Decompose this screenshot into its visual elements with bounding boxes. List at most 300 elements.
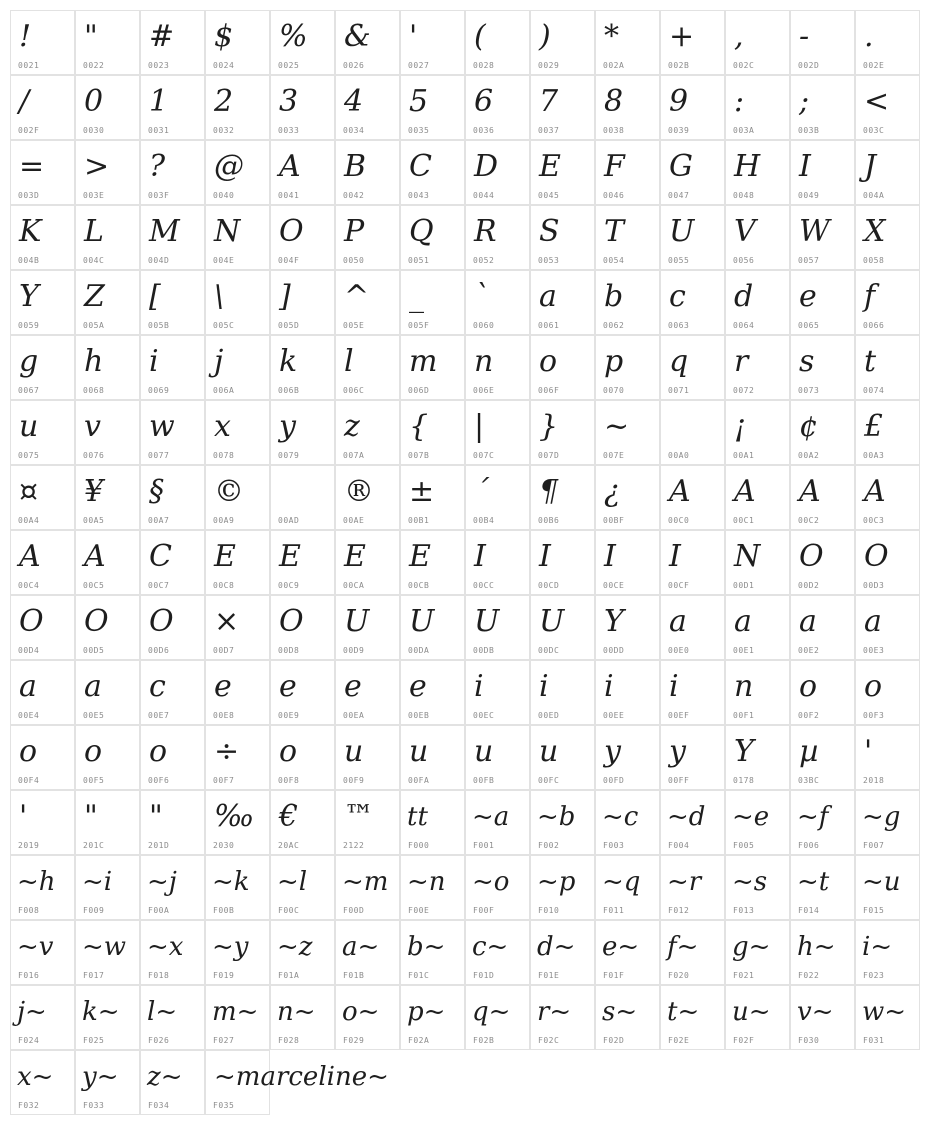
glyph-cell [530,205,595,270]
codepoint-label: 00F1 [733,711,755,720]
codepoint-label: 0032 [213,126,235,135]
glyph-cell [205,790,270,855]
glyph-sample: ~m [342,867,389,897]
glyph-cell [725,660,790,725]
glyph-sample: ® [344,474,374,509]
glyph-cell [400,400,465,465]
codepoint-label: 0067 [18,386,40,395]
codepoint-label: F014 [798,906,820,915]
glyph-cell [335,855,400,920]
codepoint-label: 0039 [668,126,690,135]
codepoint-label: F009 [83,906,105,915]
codepoint-label: 0051 [408,256,430,265]
glyph-cell [465,140,530,205]
codepoint-label: 0037 [538,126,560,135]
glyph-cell [790,855,855,920]
codepoint-label: 00C7 [148,581,170,590]
glyph-cell [855,75,920,140]
glyph-sample: \ [214,279,225,314]
codepoint-label: 00F7 [213,776,235,785]
glyph-sample: n [474,344,494,379]
codepoint-label: 005D [278,321,300,330]
codepoint-label: F006 [798,841,820,850]
glyph-sample: U [669,214,695,249]
codepoint-label: 006F [538,386,560,395]
glyph-sample: o [279,734,298,769]
glyph-cell [10,725,75,790]
glyph-cell [790,920,855,985]
codepoint-label: 00D3 [863,581,885,590]
codepoint-label: 00F8 [278,776,300,785]
codepoint-label: 00B1 [408,516,430,525]
glyph-cell [140,920,205,985]
codepoint-label: F02C [538,1036,560,1045]
glyph-sample: x [214,409,231,444]
glyph-sample: c [149,669,166,704]
glyph-sample: µ [799,734,819,769]
codepoint-label: 0061 [538,321,560,330]
glyph-sample: # [149,19,175,54]
glyph-cell [660,270,725,335]
glyph-cell [530,920,595,985]
codepoint-label: 03BC [798,776,820,785]
glyph-sample: a [734,604,752,639]
glyph-cell [140,790,205,855]
glyph-cell [10,270,75,335]
glyph-sample: ~l [277,867,308,897]
glyph-cell [855,465,920,530]
codepoint-label: 00DB [473,646,495,655]
codepoint-label: 004A [863,191,885,200]
glyph-sample: p [604,344,624,379]
codepoint-label: 00FB [473,776,495,785]
codepoint-label: F028 [278,1036,300,1045]
codepoint-label: 0047 [668,191,690,200]
glyph-cell [530,855,595,920]
codepoint-label: 005E [343,321,365,330]
glyph-cell [205,920,270,985]
glyph-cell [270,985,335,1050]
glyph-sample: ™ [344,799,374,834]
glyph-sample: u [539,734,559,769]
glyph-cell [465,595,530,660]
glyph-cell [205,660,270,725]
codepoint-label: 0045 [538,191,560,200]
glyph-cell [595,270,660,335]
glyph-cell [660,595,725,660]
codepoint-label: 003D [18,191,40,200]
glyph-sample: | [474,409,485,444]
codepoint-label: 00C4 [18,581,40,590]
codepoint-label: 002F [18,126,40,135]
glyph-sample: u [474,734,494,769]
glyph-cell [855,335,920,400]
glyph-cell [855,595,920,660]
glyph-cell [660,400,725,465]
glyph-sample: a [669,604,687,639]
glyph-sample: d~ [537,932,576,962]
codepoint-label: 006C [343,386,365,395]
codepoint-label: 0079 [278,451,300,460]
glyph-cell [660,530,725,595]
codepoint-label: F02E [668,1036,690,1045]
glyph-cell [530,10,595,75]
glyph-cell [660,335,725,400]
glyph-cell [140,1050,205,1115]
codepoint-label: 0023 [148,61,170,70]
glyph-cell [660,855,725,920]
glyph-sample: a [799,604,817,639]
codepoint-label: 0076 [83,451,105,460]
glyph-sample: I [539,539,551,574]
glyph-sample: v [84,409,101,444]
glyph-cell [790,400,855,465]
glyph-cell [855,10,920,75]
codepoint-label: F016 [18,971,40,980]
glyph-sample: Y [604,604,624,639]
codepoint-label: 2018 [863,776,885,785]
codepoint-label: 0077 [148,451,170,460]
codepoint-label: F001 [473,841,495,850]
glyph-sample: ¢ [799,409,819,444]
glyph-sample: D [474,149,499,184]
glyph-cell [660,985,725,1050]
glyph-sample: o [149,734,168,769]
codepoint-label: F00E [408,906,430,915]
glyph-cell [335,790,400,855]
glyph-sample: e [279,669,297,704]
glyph-cell [725,725,790,790]
codepoint-label: 0178 [733,776,755,785]
codepoint-label: 00E0 [668,646,690,655]
glyph-sample: t [864,344,877,379]
glyph-sample: j [214,344,224,379]
glyph-cell [205,1050,389,1115]
glyph-cell [595,920,660,985]
glyph-cell [75,400,140,465]
glyph-cell [855,140,920,205]
codepoint-label: 00C8 [213,581,235,590]
glyph-sample: d [734,279,754,314]
glyph-cell [660,920,725,985]
glyph-cell [10,75,75,140]
glyph-sample: ~n [407,867,446,897]
codepoint-label: 004D [148,256,170,265]
glyph-cell [10,855,75,920]
codepoint-label: 0050 [343,256,365,265]
glyph-sample: s [799,344,815,379]
codepoint-label: 0035 [408,126,430,135]
codepoint-label: 00C2 [798,516,820,525]
glyph-sample: / [19,84,30,119]
codepoint-label: 0024 [213,61,235,70]
glyph-sample: X [864,214,886,249]
glyph-sample: Y [734,734,754,769]
codepoint-label: 00D8 [278,646,300,655]
glyph-cell [725,400,790,465]
glyph-sample: B [344,149,367,184]
codepoint-label: 00E1 [733,646,755,655]
codepoint-label: 0058 [863,256,885,265]
glyph-cell [465,335,530,400]
codepoint-label: 00CC [473,581,495,590]
glyph-cell [595,725,660,790]
glyph-sample: s~ [602,997,638,1027]
glyph-cell [400,335,465,400]
codepoint-label: 00D2 [798,581,820,590]
codepoint-label: F026 [148,1036,170,1045]
codepoint-label: 00E9 [278,711,300,720]
codepoint-label: F004 [668,841,690,850]
glyph-grid [10,10,920,1115]
glyph-cell [140,75,205,140]
codepoint-label: 2019 [18,841,40,850]
glyph-cell [205,205,270,270]
glyph-cell [75,855,140,920]
glyph-sample: E [409,539,431,574]
glyph-sample: g [19,344,39,379]
codepoint-label: 00E3 [863,646,885,655]
codepoint-label: 0036 [473,126,495,135]
codepoint-label: 00C3 [863,516,885,525]
glyph-sample: 0 [84,84,104,119]
glyph-cell [140,400,205,465]
codepoint-label: 0038 [603,126,625,135]
glyph-sample: 5 [409,84,429,119]
glyph-sample: ~s [732,867,768,897]
glyph-sample: A [734,474,756,509]
glyph-cell [335,985,400,1050]
glyph-cell [400,75,465,140]
codepoint-label: 007A [343,451,365,460]
codepoint-label: 0055 [668,256,690,265]
glyph-cell [595,465,660,530]
glyph-cell [400,530,465,595]
glyph-cell [335,205,400,270]
codepoint-label: F013 [733,906,755,915]
codepoint-label: 0053 [538,256,560,265]
glyph-sample: a [864,604,882,639]
codepoint-label: F00C [278,906,300,915]
glyph-cell [790,985,855,1050]
glyph-sample: i [149,344,159,379]
codepoint-label: F018 [148,971,170,980]
codepoint-label: 0048 [733,191,755,200]
glyph-sample: % [279,19,308,54]
codepoint-label: 0025 [278,61,300,70]
codepoint-label: 00C5 [83,581,105,590]
codepoint-label: F034 [148,1101,170,1110]
glyph-cell [790,205,855,270]
glyph-sample: I [604,539,616,574]
glyph-cell [205,270,270,335]
glyph-sample: e [409,669,427,704]
codepoint-label: 00C1 [733,516,755,525]
glyph-sample: A [799,474,821,509]
glyph-sample: ! [19,19,32,54]
glyph-cell [790,790,855,855]
codepoint-label: 0064 [733,321,755,330]
glyph-cell [75,75,140,140]
codepoint-label: 0066 [863,321,885,330]
glyph-cell [400,725,465,790]
codepoint-label: 0026 [343,61,365,70]
glyph-sample: a [539,279,557,314]
codepoint-label: 00A2 [798,451,820,460]
glyph-sample: ' [409,19,418,54]
glyph-cell [75,335,140,400]
codepoint-label: 0041 [278,191,300,200]
codepoint-label: 00AD [278,516,300,525]
glyph-cell [465,75,530,140]
glyph-sample: y [669,734,686,769]
codepoint-label: 00FD [603,776,625,785]
codepoint-label: 00EE [603,711,625,720]
glyph-sample: e [799,279,817,314]
glyph-cell [465,530,530,595]
glyph-cell [530,270,595,335]
glyph-sample: { [409,409,429,444]
glyph-sample: ~v [17,932,54,962]
glyph-sample: ~t [797,867,830,897]
glyph-cell [595,595,660,660]
glyph-cell [855,530,920,595]
glyph-cell [335,660,400,725]
codepoint-label: 00F5 [83,776,105,785]
codepoint-label: 004E [213,256,235,265]
glyph-sample: O [19,604,44,639]
codepoint-label: 00A4 [18,516,40,525]
glyph-cell [400,920,465,985]
glyph-sample: ~p [537,867,576,897]
glyph-cell [725,465,790,530]
glyph-sample: r [734,344,749,379]
codepoint-label: F012 [668,906,690,915]
glyph-sample: E [214,539,236,574]
codepoint-label: 00EF [668,711,690,720]
codepoint-label: 2122 [343,841,365,850]
glyph-cell [140,725,205,790]
glyph-cell [530,660,595,725]
glyph-sample: V [734,214,756,249]
codepoint-label: 005C [213,321,235,330]
glyph-cell [725,335,790,400]
codepoint-label: 00A1 [733,451,755,460]
codepoint-label: F02F [733,1036,755,1045]
glyph-sample: ^ [344,279,370,314]
glyph-sample: ~e [732,802,770,832]
glyph-sample: U [344,604,370,639]
glyph-cell [530,790,595,855]
glyph-sample: ; [799,84,810,119]
glyph-sample: ´ [474,474,489,509]
glyph-cell [205,140,270,205]
glyph-cell [270,465,335,530]
codepoint-label: 0071 [668,386,690,395]
codepoint-label: F003 [603,841,625,850]
codepoint-label: 0046 [603,191,625,200]
codepoint-label: 006D [408,386,430,395]
glyph-sample: x~ [17,1062,54,1092]
glyph-cell [10,140,75,205]
glyph-sample: v~ [797,997,834,1027]
glyph-sample: ] [279,279,291,314]
codepoint-label: F027 [213,1036,235,1045]
glyph-cell [10,530,75,595]
glyph-sample: = [19,149,45,184]
glyph-sample: A [864,474,886,509]
codepoint-label: F033 [83,1101,105,1110]
codepoint-label: 003C [863,126,885,135]
codepoint-label: 00A7 [148,516,170,525]
glyph-cell [205,530,270,595]
glyph-cell [465,790,530,855]
codepoint-label: F00B [213,906,235,915]
codepoint-label: 00CF [668,581,690,590]
glyph-sample: l~ [147,997,178,1027]
glyph-sample: ~k [212,867,250,897]
glyph-cell [530,400,595,465]
codepoint-label: 00FA [408,776,430,785]
glyph-cell [465,465,530,530]
glyph-sample: u [19,409,39,444]
glyph-sample: e~ [602,932,640,962]
glyph-sample: h [84,344,104,379]
glyph-cell [790,465,855,530]
glyph-cell [270,660,335,725]
codepoint-label: F01B [343,971,365,980]
codepoint-label: 0042 [343,191,365,200]
codepoint-label: 0021 [18,61,40,70]
glyph-sample: ~marceline~ [214,1062,389,1092]
codepoint-label: F01D [473,971,495,980]
codepoint-label: 00BF [603,516,625,525]
glyph-sample: U [539,604,565,639]
glyph-sample: n [734,669,754,704]
glyph-sample: o [539,344,558,379]
glyph-sample: ~d [667,802,706,832]
codepoint-label: F02D [603,1036,625,1045]
glyph-sample: O [279,604,304,639]
codepoint-label: 00C0 [668,516,690,525]
glyph-cell [465,855,530,920]
codepoint-label: 0070 [603,386,625,395]
codepoint-label: 0063 [668,321,690,330]
glyph-cell [205,465,270,530]
glyph-sample: ~y [212,932,249,962]
codepoint-label: 00F3 [863,711,885,720]
codepoint-label: 00F2 [798,711,820,720]
codepoint-label: 002E [863,61,885,70]
glyph-cell [270,790,335,855]
glyph-cell [10,985,75,1050]
glyph-sample: _ [409,279,424,314]
codepoint-label: 0049 [798,191,820,200]
codepoint-label: 00E8 [213,711,235,720]
glyph-cell [660,10,725,75]
glyph-sample: i [474,669,484,704]
codepoint-label: 0073 [798,386,820,395]
glyph-sample: c~ [472,932,509,962]
codepoint-label: 00DC [538,646,560,655]
glyph-cell [400,270,465,335]
codepoint-label: F01A [278,971,300,980]
glyph-sample: a [19,669,37,704]
codepoint-label: F015 [863,906,885,915]
glyph-sample: n~ [277,997,316,1027]
codepoint-label: 00EC [473,711,495,720]
glyph-sample: ~b [537,802,576,832]
